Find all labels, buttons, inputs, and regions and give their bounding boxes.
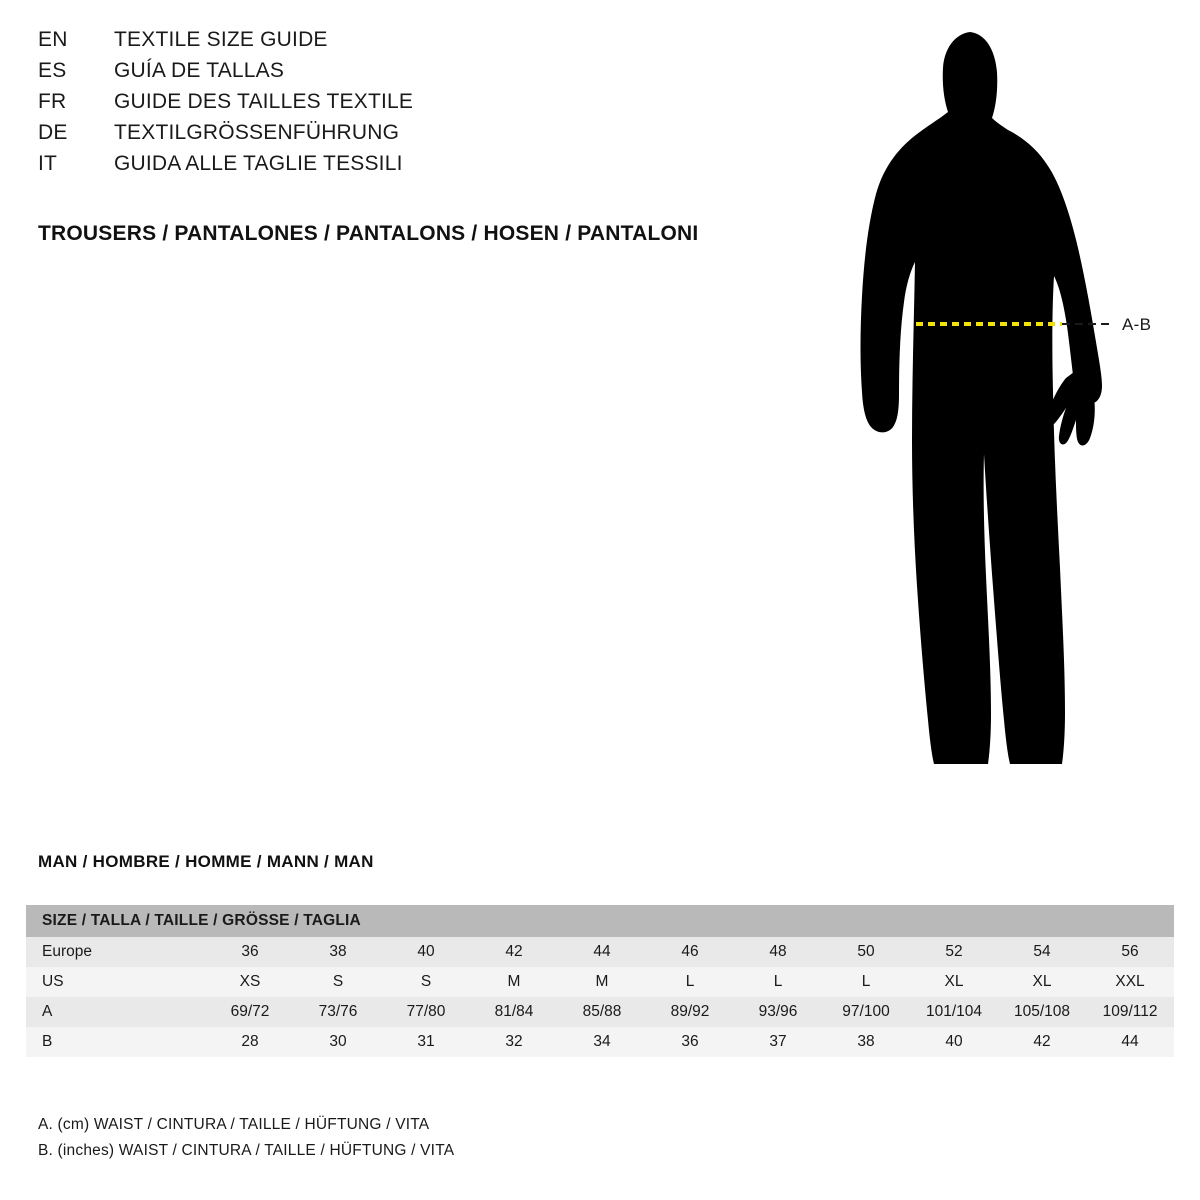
table-cell: 105/108 [998,997,1086,1027]
table-cell: XL [910,967,998,997]
table-cell: 36 [206,937,294,967]
language-title: TEXTILGRÖSSENFÜHRUNG [114,121,400,144]
size-table [26,905,1174,1057]
language-row [38,121,798,152]
table-cell: 50 [822,937,910,967]
table-cell: XL [998,967,1086,997]
table-cell: 28 [206,1027,294,1057]
footnote-b: B. (inches) WAIST / CINTURA / TAILLE / HÜFTUNG / VITA [38,1142,455,1159]
language-row [38,152,798,183]
table-cell: M [470,967,558,997]
table-cell: 46 [646,937,734,967]
table-cell: 30 [294,1027,382,1057]
table-row [26,1027,1174,1057]
table-cell: 52 [910,937,998,967]
table-cell: 101/104 [910,997,998,1027]
table-cell: 81/84 [470,997,558,1027]
language-title-block [38,28,798,183]
table-cell: 37 [734,1027,822,1057]
table-cell: 54 [998,937,1086,967]
language-code: DE [38,121,68,144]
table-cell: 36 [646,1027,734,1057]
language-title: TEXTILE SIZE GUIDE [114,28,328,51]
table-cell: 42 [470,937,558,967]
table-cell: 38 [822,1027,910,1057]
size-table-head [26,905,1174,937]
table-cell: XXL [1086,967,1174,997]
language-title: GUIDA ALLE TAGLIE TESSILI [114,152,403,175]
male-silhouette-figure [820,20,1180,800]
table-cell: 32 [470,1027,558,1057]
footnotes-block [38,1112,454,1164]
row-label: US [26,967,206,997]
footnote-a: A. (cm) WAIST / CINTURA / TAILLE / HÜFTUNG / VITA [38,1116,430,1133]
size-table-body [26,937,1174,1057]
table-cell: 34 [558,1027,646,1057]
table-cell: L [646,967,734,997]
measure-label-ab: A-B [1122,315,1152,334]
table-cell: M [558,967,646,997]
table-cell: 40 [910,1027,998,1057]
table-cell: 42 [998,1027,1086,1057]
table-cell: 109/112 [1086,997,1174,1027]
table-cell: S [294,967,382,997]
table-cell: 93/96 [734,997,822,1027]
language-code: FR [38,90,67,113]
table-section-title: MAN / HOMBRE / HOMME / MANN / MAN [38,852,374,871]
table-cell: L [822,967,910,997]
language-row [38,90,798,121]
table-cell: 97/100 [822,997,910,1027]
table-cell: 73/76 [294,997,382,1027]
table-header-row [26,905,1174,937]
language-code: ES [38,59,67,82]
language-title: GUÍA DE TALLAS [114,59,285,82]
table-cell: L [734,967,822,997]
table-row [26,997,1174,1027]
table-cell: 77/80 [382,997,470,1027]
table-cell: 69/72 [206,997,294,1027]
table-cell: 44 [558,937,646,967]
table-cell: 40 [382,937,470,967]
row-label: B [26,1027,206,1057]
table-cell: S [382,967,470,997]
size-table-wrapper [26,905,1174,1057]
table-cell: 85/88 [558,997,646,1027]
language-code: EN [38,28,68,51]
language-row [38,28,798,59]
language-row [38,59,798,90]
table-row [26,967,1174,997]
table-cell: 56 [1086,937,1174,967]
language-code: IT [38,152,58,175]
table-cell: 89/92 [646,997,734,1027]
table-cell: 31 [382,1027,470,1057]
table-cell: XS [206,967,294,997]
language-title: GUIDE DES TAILLES TEXTILE [114,90,414,113]
table-cell: 44 [1086,1027,1174,1057]
garment-type-line: TROUSERS / PANTALONES / PANTALONS / HOSEN / PANTALONI [38,222,699,245]
row-label: A [26,997,206,1027]
row-label: Europe [26,937,206,967]
table-cell: 38 [294,937,382,967]
table-row [26,937,1174,967]
table-header-label: SIZE / TALLA / TAILLE / GRÖSSE / TAGLIA [26,905,1174,937]
table-cell: 48 [734,937,822,967]
